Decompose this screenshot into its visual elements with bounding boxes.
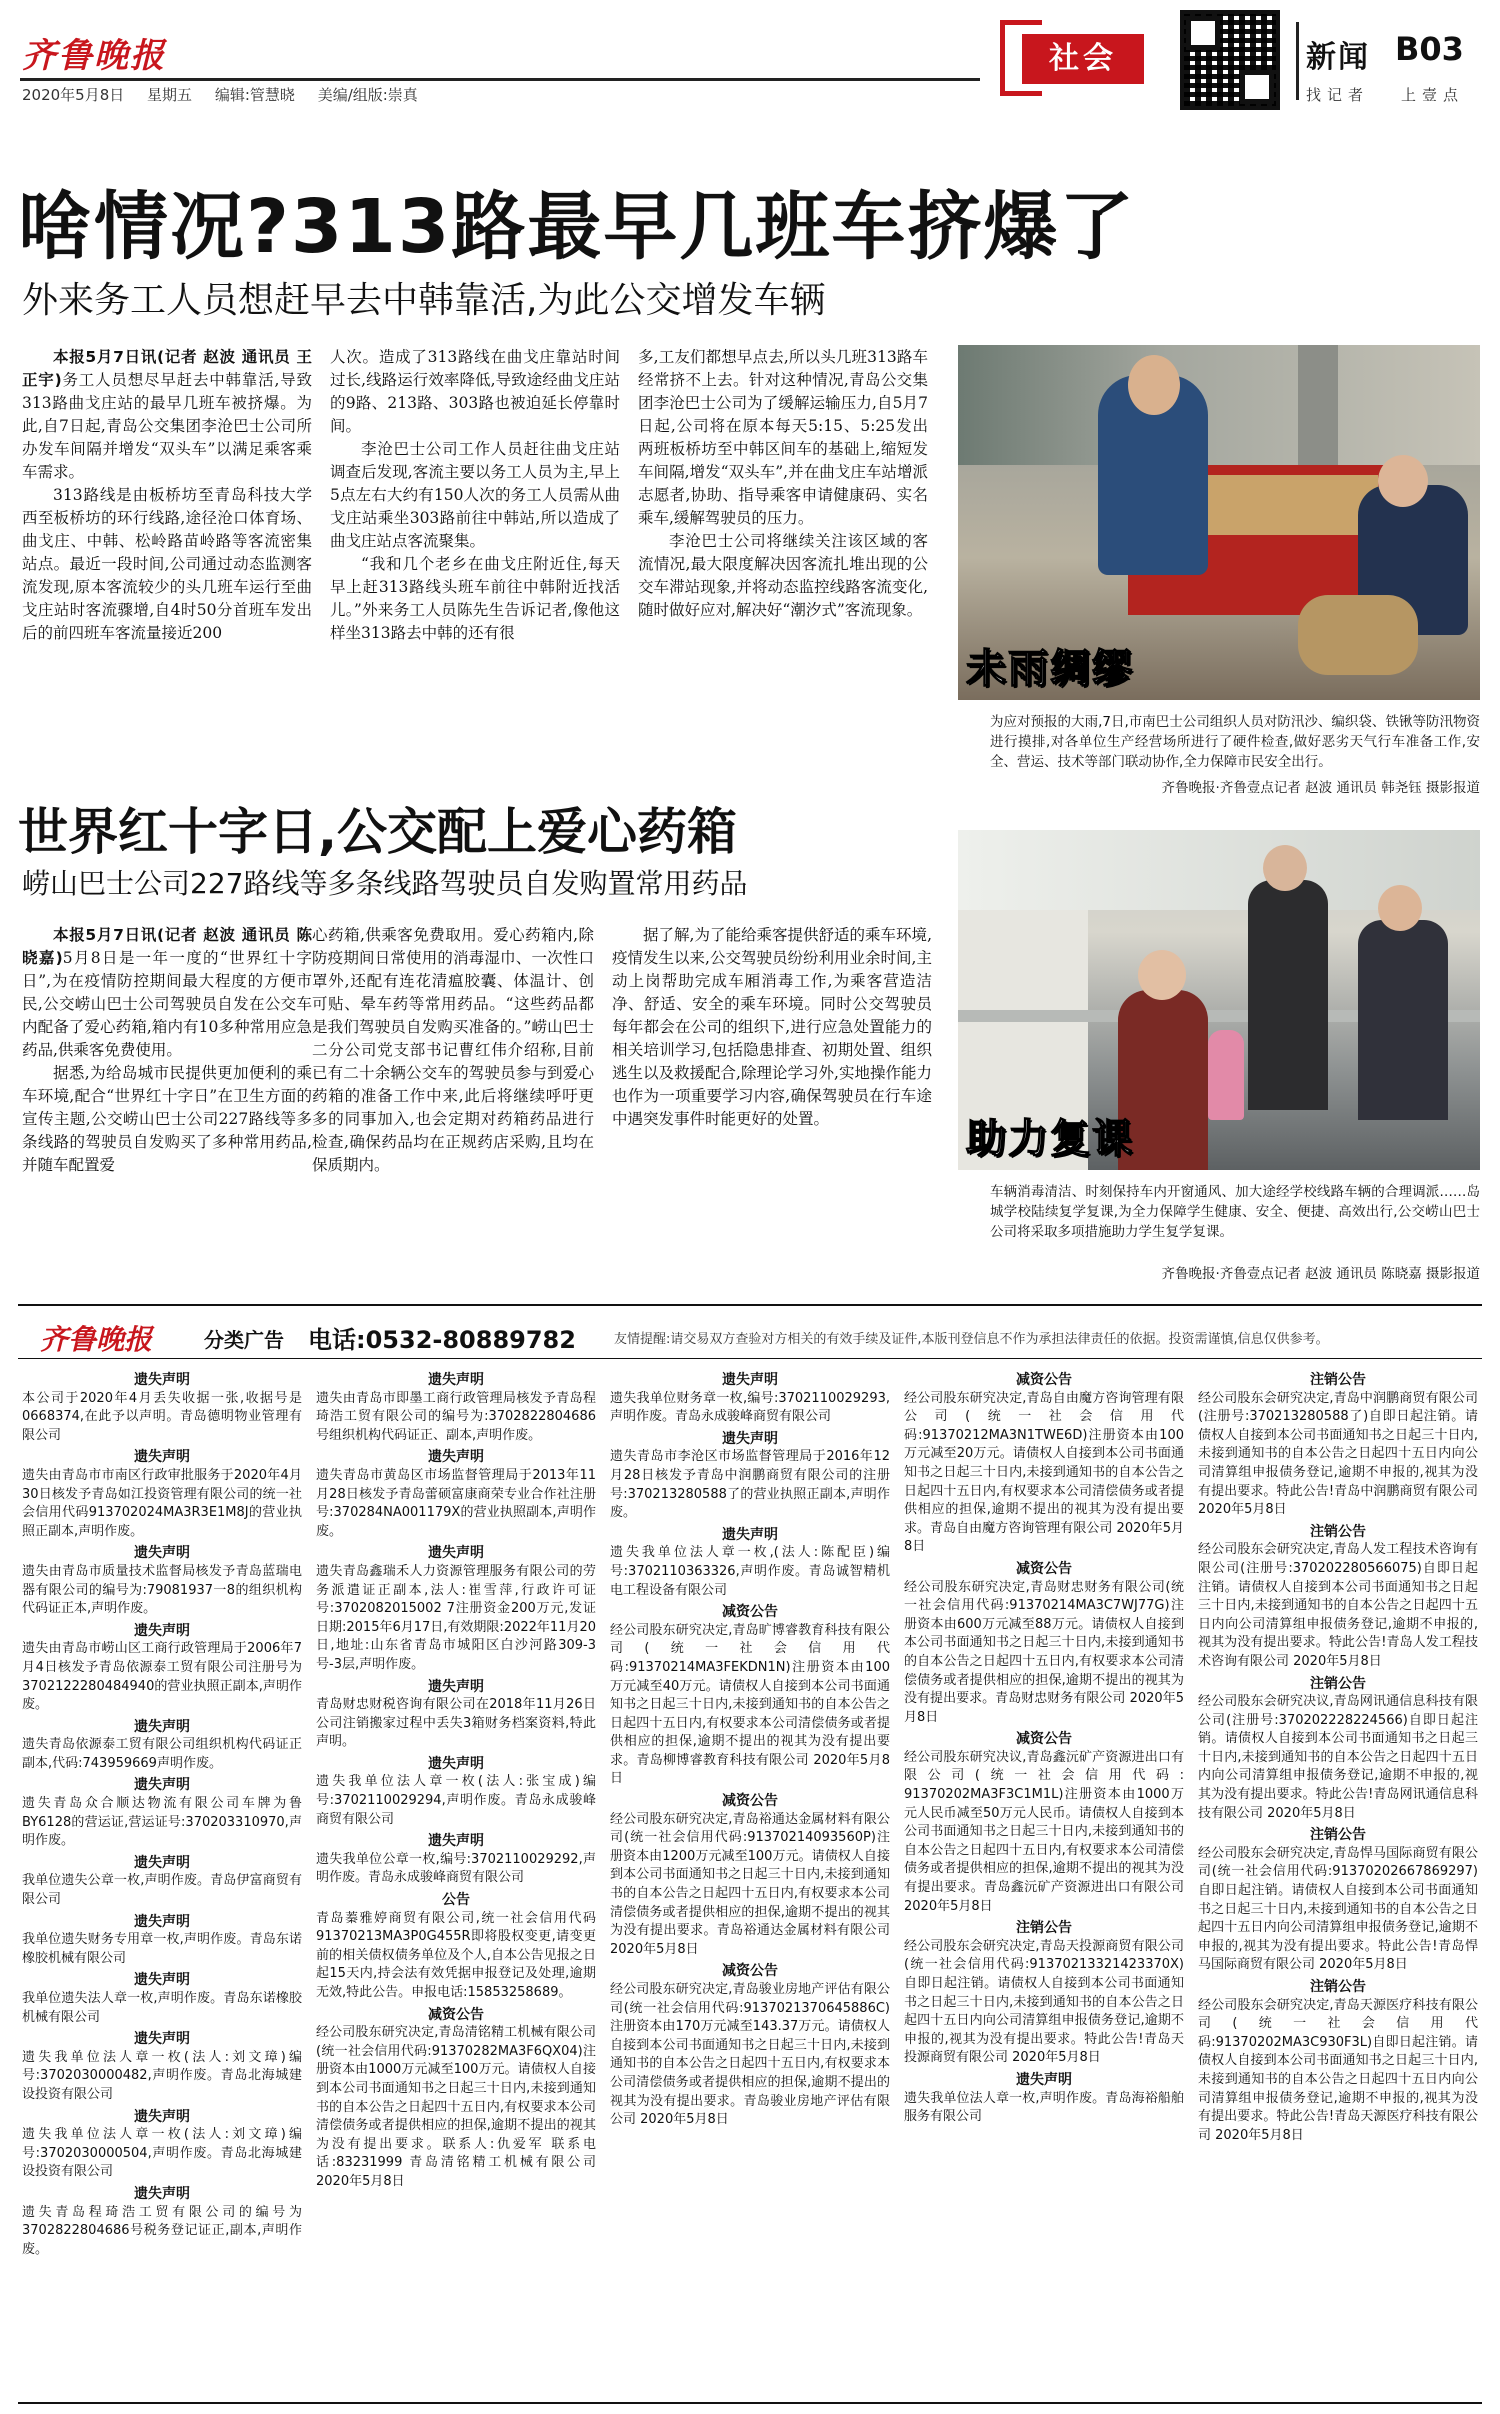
section-label: 社会 (1022, 34, 1144, 84)
article1-subhead: 外来务工人员想赶早去中韩靠活,为此公交增发车辆 (22, 280, 826, 321)
section-badge (1000, 20, 1160, 96)
ad-title: 注销公告 (1310, 1675, 1366, 1692)
ads-column-1 (22, 1368, 302, 2398)
ads-column-2 (316, 1368, 596, 2398)
ads-category: 分类广告 (204, 1328, 284, 1352)
ad-body: 遗失青岛市黄岛区市场监督管理局于2013年11月28日核发予青岛蕾硕富康商荣专业合作社注册号:370284NA001179X的营业执照副本,声明作废。 (316, 1467, 596, 1539)
ad-title: 减资公告 (1016, 1731, 1072, 1748)
ad-body: 经公司股东会研究决定,青岛天源医疗科技有限公司(统一社会信用代码:91370202MA3C930F3L)自即日起注销。请债权人自接到本公司书面通知书之日起三十日内,未接到通知书的自本公告之日起四十五日内向公司清算组申报债务登记,逾期不申报的,视其为没有提出要求。特此公告!青岛天源医疗科技有限公司 2020年5月8日 (1198, 1997, 1478, 2143)
ad-title: 遗失声明 (1016, 2071, 1072, 2088)
ads-top-rule (18, 1304, 1482, 1306)
article2-headline: 世界红十字日,公交配上爱心药箱 (18, 803, 737, 861)
issue-date: 2020年5月8日 (22, 86, 125, 104)
ad-title: 遗失声明 (428, 1449, 484, 1466)
ads-header-rule (18, 1358, 1482, 1359)
ad-body: 遗失由青岛市质量技术监督局核发予青岛蓝瑞电器有限公司的编号为:79081937一8的组织机构代码证正本,声明作废。 (22, 1563, 302, 1617)
ad-body: 遗失我单位财务章一枚,编号:3702110029293,声明作废。青岛永成骏峰商贸有限公司 (610, 1390, 890, 1425)
ad-body: 遗失我单位法人章一枚,(法人:陈配臣)编号:3702110363326,声明作废。青岛诚智精机电工程设备有限公司 (610, 1545, 890, 1598)
ad-body: 遗失我单位法人章一枚,声明作废。青岛海裕船舶服务有限公司 (904, 2090, 1184, 2125)
page-tagline: 找记者 上壹点 (1306, 86, 1465, 104)
article1-column-2: 人次。造成了313路线在曲戈庄靠站时间过长,线路运行效率降低,导致途经曲戈庄站的9路、213路、303路也被迫延长停靠时间。 李沧巴士公司工作人员赶往曲戈庄站调查后发现,客流主要以务工人员为主,早上5点左右大约有150人次的务工人员需从曲戈庄站乘坐303路前往中韩站,所以造成了曲戈庄站点客流聚集。 “我和几个老乡在曲戈庄附近住,每天早上赶313路线头班车前往中韩附近找活儿。”外来务工人员陈先生告诉记者,像他这样坐313路去中韩的还有很 (330, 348, 620, 642)
ad-title: 遗失声明 (428, 1545, 484, 1562)
photo-background (958, 345, 1480, 465)
editor-credit: 编辑:管慧晓 (214, 86, 295, 104)
ads-bottom-rule (18, 2402, 1482, 2404)
photo-worker-right-head (1378, 455, 1428, 507)
ad-body: 遗失我单位公章一枚,编号:3702110029292,声明作废。青岛永成骏峰商贸有限公司 (316, 1851, 596, 1886)
ad-body: 遗失我单位法人章一枚(法人:刘文璋)编号:3702030000504,声明作废。青岛北海城建设投资有限公司 (22, 2127, 302, 2180)
issue-weekday: 星期五 (147, 86, 193, 104)
ad-body: 经公司股东研究决定,青岛财忠财务有限公司(统一社会信用代码:91370214MA3C7WJ77G)注册资本由600万元减至88万元。请债权人自接到本公司书面通知书之日起三十日内,未接到通知书的自本公告之日起四十五日内,有权要求本公司清偿债务或者提供相应的担保,逾期不提出的视其为没有提出要求。青岛财忠财务有限公司 2020年5月8日 (904, 1579, 1184, 1725)
ad-body: 青岛蓁雅婷商贸有限公司,统一社会信用代码91370213MA3P0G455R即将股权变更,请变更前的相关债权债务单位及个人,自本公告见报之日起15天内,持会法有效凭据申报登记及处理,逾期无效,特此公告。申报电话:15853258689。 (316, 1910, 596, 2000)
article2-column-1: 本报5月7日讯(记者 赵波 通讯员 陈晓嘉)5月8日是一年一度的“世界红十字日”,为在疫情防控期间最大程度的方便市民,公交崂山巴士公司驾驶员自发在公交车内配备了爱心药箱,箱内有10多种常用应急药品,供乘客免费使用。 据悉,为给岛城市民提供更加便利的乘车环境,配合“世界红十字日”在卫生方面的宣传主题,公交崂山巴士公司227路线等多条线路的驾驶员自发购买了多种常用药品,并随车配置爱 (22, 926, 312, 1174)
photo-sandbag (1298, 595, 1418, 675)
ads-logo: 齐鲁晚报 (40, 1323, 153, 1356)
ad-title: 遗失声明 (134, 1372, 190, 1388)
issue-meta (22, 84, 436, 105)
qr-code-icon (1180, 10, 1280, 110)
ad-body: 青岛财忠财税咨询有限公司在2018年11月26日公司注销搬家过程中丢失3箱财务档案资料,特此声明。 (316, 1697, 596, 1750)
article2-subhead: 崂山巴士公司227路线等多条线路驾驶员自发购置常用药品 (22, 867, 748, 900)
ad-body: 遗失青岛依源泰工贸有限公司组织机构代码证正副本,代码:743959669声明作废。 (22, 1737, 302, 1771)
ad-body: 我单位遗失公章一枚,声明作废。青岛伊富商贸有限公司 (22, 1873, 302, 1908)
ad-body: 遗失由青岛市市南区行政审批服务于2020年4月30日核发予青岛如江投资管理有限公司的统一社会信用代码913702024MA3R3E1M8J的营业执照正副本,声明作废。 (22, 1467, 302, 1539)
ad-title: 遗失声明 (134, 2108, 190, 2125)
ad-body: 遗失由青岛市崂山区工商行政管理局于2006年7月4日核发予青岛依源泰工贸有限公司注册号为3702122280484940的营业执照正副本,声明作废。 (22, 1641, 302, 1713)
masthead (0, 0, 1500, 125)
ad-title: 减资公告 (722, 1604, 778, 1621)
ad-body: 经公司股东研究决定,青岛骏业房地产评估有限公司(统一社会信用代码:9137021370645886C)注册资本由170万元减至143.37万元。请债权人自接到本公司书面通知书之日起三十日内,未接到通知书的自本公告之日起四十五日内,有权要求本公司清偿债务或者提供相应的担保,逾期不提出的视其为没有提出要求。青岛骏业房地产评估有限公司 2020年5月8日 (610, 1982, 890, 2128)
ad-body: 遗失青岛市李沧区市场监督管理局于2016年12月28日核发予青岛中润鹏商贸有限公司的注册号:370213280588了的营业执照正副本,声明作废。 (610, 1449, 890, 1521)
ads-phone: 电话:0532-80889782 (308, 1326, 576, 1354)
ads-column-3 (610, 1368, 890, 2398)
ad-body: 经公司股东会研究决议,青岛网讯通信息科技有限公司(注册号:370202228224566)自即日起注销。请债权人自接到本公司书面通知书之日起三十日内,未接到通知书的自本公告之日起四十五日内向公司清算组申报债务登记,逾期不申报的,视其为没有提出要求。特此公告!青岛网讯通信息科技有限公司 2020年5月8日 (1198, 1694, 1478, 1821)
ad-title: 遗失声明 (134, 1972, 190, 1989)
ad-body: 经公司股东研究决定,青岛清铭精工机械有限公司(统一社会信用代码:91370282MA3F6QX04)注册资本由1000万元减至100万元。请债权人自接到本公司书面通知书之日起三十日内,未接到通知书的自本公告之日起四十五日内,有权要求本公司清偿债务或者提供相应的担保,逾期不提出的视其为没有提出要求。联系人:仇爱军 联系电话:83231999 青岛清铭精工机械有限公司 2020年5月8日 (316, 2025, 596, 2189)
photo-student-head (1378, 885, 1422, 931)
article1-column-3: 多,工友们都想早点去,所以头几班313路车经常挤不上去。针对这种情况,青岛公交集团李沧巴士公司为了缓解运输压力,自5月7日起,公司将在原本每天5:15、5:25发出两班板桥坊至中韩区间车的基础上,缩短发车间隔,增发“双头车”,并在曲戈庄车站增派志愿者,协助、指导乘客申请健康码、实名乘车,缓解驾驶员的压力。 李沧巴士公司将继续关注该区域的客流情况,最大限度解决因客流扎堆出现的公交车滞站现象,并将动态监控线路客流变化,随时做好应对,解决好“潮汐式”客流现象。 (638, 348, 928, 619)
photo-student (1358, 920, 1448, 1120)
ad-title: 遗失声明 (134, 2185, 190, 2202)
ad-title: 遗失声明 (722, 1430, 778, 1447)
ad-body: 经公司股东研究决定,青岛自由魔方咨询管理有限公司(统一社会信用代码:91370212MA3N1TWE6D)注册资本由100万元减至20万元。请债权人自接到本公司书面通知书之日起三十日内,未接到通知书的自本公告之日起四十五日内,有权要求本公司清偿债务或者提供相应的担保,逾期不提出的视其为没有提出要求。青岛自由魔方咨询管理有限公司 2020年5月8日 (904, 1390, 1184, 1555)
ad-body: 经公司股东研究决定,青岛裕通达金属材料有限公司(统一社会信用代码:91370214093560P)注册资本由1200万元减至100万元。请债权人自接到本公司书面通知书之日起三十日内,未接到通知书的自本公告之日起四十五日内,有权要求本公司清偿债务或者提供相应的担保,逾期不提出的视其为没有提出要求。青岛裕通达金属材料有限公司 2020年5月8日 (610, 1811, 890, 1957)
ad-body: 经公司股东会研究决定,青岛悍马国际商贸有限公司(统一社会信用代码:91370202667869297)自即日起注销。请债权人自接到本公司书面通知书之日起三十日内,未接到通知书的自本公告之日起四十五日内向公司清算组申报债务登记,逾期不申报的,视其为没有提出要求。特此公告!青岛悍马国际商贸有限公司 2020年5月8日 (1198, 1845, 1478, 1973)
photo-conductor-head (1138, 950, 1186, 1000)
ad-title: 注销公告 (1310, 1372, 1366, 1388)
page-number: B03 (1395, 30, 1464, 68)
ad-title: 遗失声明 (428, 1678, 484, 1695)
ad-body: 遗失由青岛市即墨工商行政管理局核发予青岛程琦浩工贸有限公司的编号为:3702822804686号组织机构代码证正、副本,声明作废。 (316, 1390, 596, 1443)
ads-disclaimer: 友情提醒:请交易双方查验对方相关的有效手续及证件,本版刊登信息不作为承担法律责任的依据。投资需谨慎,信息仅供参考。 (614, 1332, 1329, 1347)
photo-parent (1248, 880, 1328, 1110)
ad-title: 遗失声明 (134, 1777, 190, 1794)
ad-body: 遗失青岛程琦浩工贸有限公司的编号为3702822804686号税务登记证正,副本,声明作废。 (22, 2204, 302, 2257)
ad-title: 遗失声明 (722, 1526, 778, 1543)
ad-title: 遗失声明 (134, 1449, 190, 1466)
ad-body: 本公司于2020年4月丢失收据一张,收据号是0668374,在此予以声明。青岛德明物业管理有限公司 (22, 1390, 302, 1443)
ad-body: 经公司股东研究决议,青岛鑫沅矿产资源进出口有限公司(统一社会信用代码: 91370202MA3F3C1M1L)注册资本由1000万元人民币减至50万元人民币。请债权人自接到本公司书面通知书之日起三十日内,未接到通知书的自本公告之日起四十五日内,有权要求本公司清偿债务或者提供相应的担保,逾期不提出的视其为没有提出要求。青岛鑫沅矿产资源进出口有限公司 2020年5月8日 (904, 1749, 1184, 1914)
article2-column-2: 心药箱,供乘客免费取用。爱心药箱内,除防疫期间日常使用的消毒湿巾、一次性口罩外,还配有连花清瘟胶囊、体温计、创可贴、晕车药等常用药品。“这些药品都是我们驾驶员自发购买准备的。”崂山巴士二分公司党支部书记曹红伟介绍称,目前已有二十余辆公交车的驾驶员参与到爱心药箱的准备工作中来,此后将继续呼吁更多的同事加入,也会定期对药箱药品进行检查,确保药品均在正规药店采购,且均在保质期内。 (312, 926, 594, 1174)
ad-title: 遗失声明 (722, 1372, 778, 1388)
design-credit: 美编/组版:崇真 (317, 86, 418, 104)
ad-title: 注销公告 (1016, 1920, 1072, 1937)
ad-title: 遗失声明 (428, 1372, 484, 1388)
ad-title: 遗失声明 (134, 1913, 190, 1930)
ads-column-4 (904, 1368, 1184, 2398)
ad-body: 遗失我单位法人章一枚(法人:刘文璋)编号:3702030000482,声明作废。青岛北海城建设投资有限公司 (22, 2049, 302, 2102)
ad-title: 遗失声明 (134, 1718, 190, 1735)
ad-title: 减资公告 (722, 1793, 778, 1810)
article1-column-1: 本报5月7日讯(记者 赵波 通讯员 王正宇)务工人员想尽早赶去中韩靠活,导致313路曲戈庄站的最早几班车被挤爆。为此,自7日起,青岛公交集团李沧巴士公司所办发车间隔并增发“双头车”以满足乘客乘车需求。 313路线是由板桥坊至青岛科技大学西至板桥坊的环行线路,途径沧口体育场、曲戈庄、中韩、松岭路苗岭路等客流密集站点。最近一段时间,公司通过动态监测客流发现,原本客流较少的头几班车运行至曲戈庄站时客流骤增,自4时50分首班车发出后的前四班车客流量接近200 (22, 348, 312, 642)
ad-title: 遗失声明 (428, 1833, 484, 1850)
ad-title: 公告 (442, 1892, 470, 1909)
ad-body: 经公司股东会研究决定,青岛天投源商贸有限公司(统一社会信用代码:91370213321423370X)自即日起注销。请债权人自接到本公司书面通知书之日起三十日内,未接到通知书的自本公告之日起四十五日内向公司清算组申报债务登记,逾期不申报的,视其为没有提出要求。特此公告!青岛天投源商贸有限公司 2020年5月8日 (904, 1938, 1184, 2066)
ad-title: 减资公告 (428, 2006, 484, 2023)
ad-title: 遗失声明 (134, 1854, 190, 1871)
masthead-rule (20, 78, 980, 81)
header-divider (1296, 22, 1299, 100)
ad-title: 注销公告 (1310, 1827, 1366, 1844)
photo2-caption: 车辆消毒清洁、时刻保持车内开窗通风、加大途经学校线路车辆的合理调派……岛城学校陆续复学复课,为全力保障学生健康、安全、便捷、高效出行,公交崂山巴士公司将采取多项措施助力学生复学复课。 (990, 1184, 1480, 1240)
ad-title: 注销公告 (1310, 1979, 1366, 1995)
ad-title: 减资公告 (1016, 1372, 1072, 1388)
ads-header (18, 1314, 1482, 1356)
ad-body: 经公司股东会研究决定,青岛中润鹏商贸有限公司(注册号:370213280588了)自即日起注销。请债权人自接到本公司书面通知书之日起三十日内,未接到通知书的自本公告之日起四十五日内向公司清算组申报债务登记,逾期不申报的,视其为没有提出要求。特此公告!青岛中润鹏商贸有限公司 2020年5月8日 (1198, 1390, 1478, 1518)
ad-body: 我单位遗失法人章一枚,声明作废。青岛东诺橡胶机械有限公司 (22, 1991, 302, 2025)
photo-school-bus (958, 830, 1480, 1170)
photo1-tag: 未雨绸缪 (966, 646, 1134, 692)
photo-worker-left-head (1128, 355, 1180, 415)
ad-body: 经公司股东会研究决定,青岛人发工程技术咨询有限公司(注册号:370202280566075)自即日起注销。请债权人自接到本公司书面通知书之日起三十日内,未接到通知书的自本公告之日起四十五日内向公司清算组申报债务登记,逾期不申报的,视其为没有提出要求。特此公告!青岛人发工程技术咨询有限公司 2020年5月8日 (1198, 1542, 1478, 1669)
ad-body: 遗失我单位法人章一枚(法人:张宝成)编号:3702110029294,声明作废。青岛永成骏峰商贸有限公司 (316, 1774, 596, 1827)
photo2-credit: 齐鲁晚报·齐鲁壹点记者 赵波 通讯员 陈晓嘉 摄影报道 (1161, 1266, 1480, 1282)
photo-child (1208, 1030, 1244, 1120)
ad-title: 遗失声明 (428, 1755, 484, 1772)
ad-body: 经公司股东研究决定,青岛旷博睿教育科技有限公司(统一社会信用代码:91370214MA3FEKDN1N)注册资本由100万元减至40万元。请债权人自接到本公司书面通知书之日起三十日内,未接到通知书的自本公告之日起四十五日内,有权要求本公司清偿债务或者提供相应的担保,逾期不提出的视其为没有提出要求。青岛柳博睿教育科技有限公司 2020年5月8日 (610, 1622, 890, 1787)
photo1-caption: 为应对预报的大雨,7日,市南巴士公司组织人员对防汛沙、编织袋、铁锹等防汛物资进行摸排,对各单位生产经营场所进行了硬件检查,做好恶劣天气行车准备工作,安全、营运、技术等部门联动协作,全力保障市民安全出行。 (990, 714, 1480, 770)
article1-headline: 啥情况?313路最早几班车挤爆了 (18, 184, 1136, 270)
ad-title: 遗失声明 (134, 1622, 190, 1639)
ad-title: 遗失声明 (134, 2031, 190, 2048)
ad-title: 减资公告 (1016, 1560, 1072, 1577)
ad-body: 遗失青岛鑫瑞禾人力资源管理服务有限公司的劳务派遣证正副本,法人:崔雪萍,行政许可证号:3702082015002 7注册资金200万元,发证日期:2015年6月17日,有效期限:2022年11月20日,地址:山东省青岛市城阳区白沙河路309-3号-3层,声明作废。 (316, 1563, 596, 1672)
photo-flood-prep (958, 345, 1480, 700)
article2-column-3: 据了解,为了能给乘客提供舒适的乘车环境,疫情发生以来,公交驾驶员纷纷利用业余时间,主动上岗帮助完成车厢消毒工作,为乘客营造洁净、舒适、安全的乘车环境。同时公交驾驶员每年都会在公司的组织下,进行应急处置能力的相关培训学习,包括隐患排查、初期处置、组织逃生以及救援配合,除理论学习外,实地操作能力也作为一项重要学习内容,确保驾驶员在行车途中遇突发事件时能更好的处置。 (612, 926, 932, 1128)
page-section: 新闻 (1306, 40, 1370, 75)
ad-title: 减资公告 (722, 1963, 778, 1980)
ad-body: 遗失青岛众合顺达物流有限公司车牌为鲁BY6128的营运证,营运证号:370203310970,声明作废。 (22, 1796, 302, 1849)
photo1-credit: 齐鲁晚报·齐鲁壹点记者 赵波 通讯员 韩尧钰 摄影报道 (1161, 780, 1480, 796)
ad-title: 注销公告 (1310, 1523, 1366, 1540)
ad-body: 我单位遗失财务专用章一枚,声明作废。青岛东诺橡胶机械有限公司 (22, 1932, 302, 1966)
photo2-tag: 助力复课 (966, 1116, 1134, 1162)
ad-title: 遗失声明 (134, 1545, 190, 1562)
newspaper-logo: 齐鲁晚报 (22, 36, 166, 76)
ads-column-5 (1198, 1368, 1478, 2398)
photo-parent-head (1263, 845, 1307, 891)
